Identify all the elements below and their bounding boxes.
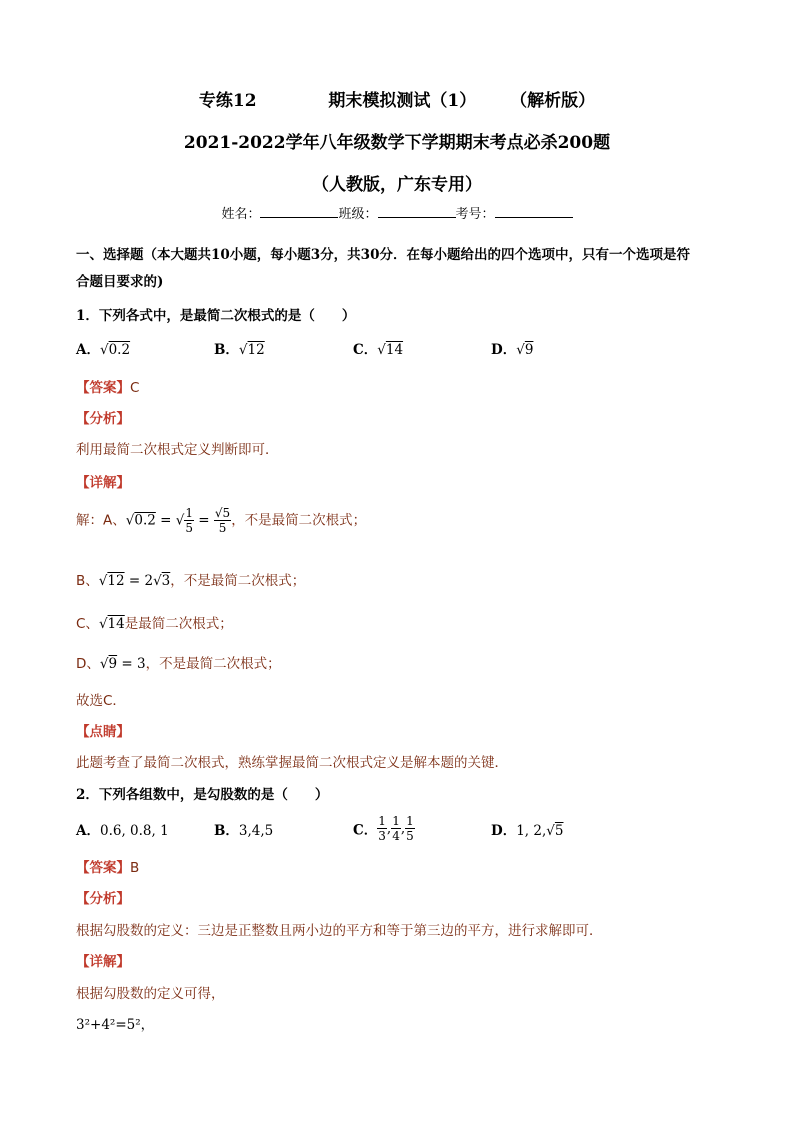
- q2-option-d[interactable]: D．1, 2,√5: [491, 823, 564, 839]
- q1-answer: 【答案】C: [76, 380, 140, 396]
- q2-stem: 2．下列各组数中，是勾股数的是（ ）: [76, 787, 329, 803]
- class-label: 班级：: [338, 207, 378, 222]
- q2-analysis-tag: 【分析】: [76, 891, 130, 907]
- q1-stem: 1．下列各式中，是最简二次根式的是（ ）: [76, 308, 356, 324]
- title-code: 专练12: [198, 91, 257, 111]
- q2-option-a[interactable]: A．0.6, 0.8, 1: [76, 823, 169, 839]
- q1-conclusion: 故选C．: [76, 693, 126, 709]
- page-edition: （人教版，广东专用）: [312, 175, 482, 195]
- section-heading-line1: 一、选择题（本大题共10小题，每小题3分，共30分．在每小题给出的四个选项中，只有一个选项是符: [76, 247, 690, 263]
- q2-detail-tag: 【详解】: [76, 954, 130, 970]
- q2-option-b[interactable]: B．3,4,5: [214, 823, 274, 839]
- q1-detail-tag: 【详解】: [76, 475, 130, 491]
- name-blank[interactable]: [260, 205, 338, 218]
- q1-detail-b: B、√12 = 2√3，不是最简二次根式；: [76, 573, 306, 589]
- section-heading-line2: 合题目要求的): [76, 274, 164, 290]
- q1-analysis: 利用最简二次根式定义判断即可．: [76, 442, 279, 458]
- q1-comment: 此题考查了最简二次根式，熟练掌握最简二次根式定义是解本题的关键．: [76, 755, 508, 771]
- q1-option-b[interactable]: B．√12: [214, 342, 265, 358]
- q2-detail-line2: 3²+4²=5²，: [76, 1017, 155, 1033]
- q2-option-c[interactable]: C． $\frac{1}{3}$ , $\frac{1}{4}$ , $\frac{1}{5}$: [353, 814, 414, 843]
- q1-option-c[interactable]: C．√14: [353, 342, 404, 358]
- number-label: 考号：: [455, 207, 495, 222]
- q1-detail-c: C、√14是最简二次根式；: [76, 616, 233, 632]
- page-title: [0, 86, 794, 111]
- q1-option-d[interactable]: D．√9: [491, 342, 534, 358]
- q1-comment-tag: 【点睛】: [76, 724, 130, 740]
- q2-options: [76, 814, 716, 850]
- q2-answer: 【答案】B: [76, 860, 140, 876]
- q2-detail-line1: 根据勾股数的定义可得，: [76, 986, 225, 1002]
- q1-detail-a: 解：A、√0.2 = √ $\frac{1}{5}$ = $\frac{√5}{5}$ ，不是最简二次根式；: [76, 506, 367, 535]
- student-info-row: [0, 203, 794, 222]
- q1-option-a[interactable]: A．√0.2: [76, 342, 131, 358]
- title-topic: 期末模拟测试（1）: [328, 91, 477, 111]
- page-subtitle: 2021-2022学年八年级数学下学期期末考点必杀200题: [183, 133, 611, 153]
- number-blank[interactable]: [495, 205, 573, 218]
- q2-analysis: 根据勾股数的定义：三边是正整数且两小边的平方和等于第三边的平方，进行求解即可．: [76, 923, 603, 939]
- q1-analysis-tag: 【分析】: [76, 411, 130, 427]
- q1-detail-d: D、√9 = 3，不是最简二次根式；: [76, 656, 281, 672]
- title-version: （解析版）: [510, 91, 596, 111]
- class-blank[interactable]: [378, 205, 456, 218]
- name-label: 姓名：: [221, 207, 261, 222]
